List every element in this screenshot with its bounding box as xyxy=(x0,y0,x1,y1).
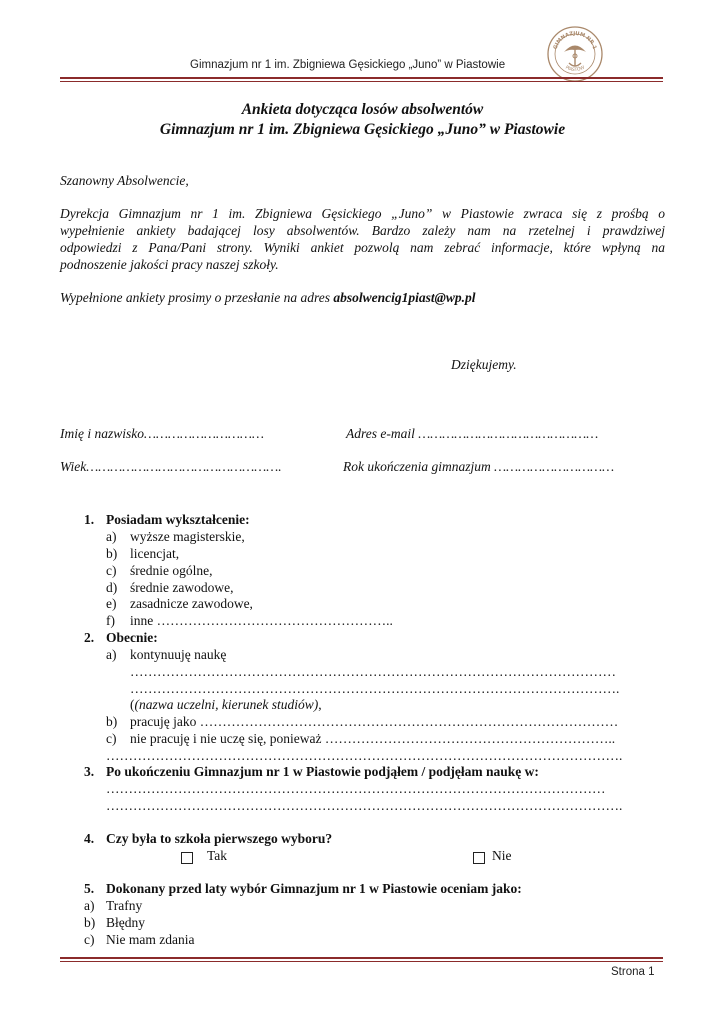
q5-option-a[interactable]: Trafny xyxy=(106,898,143,913)
page-header-title: Gimnazjum nr 1 im. Zbigniewa Gęsickiego „Juno” w Piastowie xyxy=(190,59,506,71)
q5-option-c[interactable]: Nie mam zdania xyxy=(106,932,195,947)
document-title-line2: Gimnazjum nr 1 im. Zbigniewa Gęsickiego „Juno” w Piastowie xyxy=(159,121,566,138)
q1-text: Posiadam wykształcenie: xyxy=(106,512,250,527)
q1-option-d-letter: d) xyxy=(106,580,118,595)
page-number: Strona 1 xyxy=(611,966,655,978)
name-field[interactable]: Imię i nazwisko………………………… xyxy=(60,426,265,441)
q3-text: Po ukończeniu Gimnazjum nr 1 w Piastowie podjąłem / podjęłam naukę w: xyxy=(106,764,539,779)
q5-option-a-letter: a) xyxy=(84,898,95,913)
q2-option-c[interactable]: nie pracuję i nie uczę się, ponieważ ……………………………………………………….. xyxy=(130,731,616,746)
send-text: Wypełnione ankiety prosimy o przesłanie na adres xyxy=(60,290,334,305)
q2-text: Obecnie: xyxy=(106,630,158,645)
footer-rule xyxy=(60,957,663,959)
q2-hint-text: (nazwa uczelni, kierunek studiów) xyxy=(134,697,319,712)
q4-text: Czy była to szkoła pierwszego wyboru? xyxy=(106,831,333,846)
q1-option-a-letter: a) xyxy=(106,529,117,544)
footer-rule-thin xyxy=(60,961,663,962)
q1-option-b[interactable]: licencjat, xyxy=(130,546,180,561)
q3-answer-line-1[interactable]: ………………………………………………………………………………………………… xyxy=(106,781,606,796)
school-logo xyxy=(546,25,604,83)
q1-option-e[interactable]: zasadnicze zawodowe, xyxy=(130,596,253,611)
q2-option-c-letter: c) xyxy=(106,731,117,746)
q5-option-c-letter: c) xyxy=(84,932,95,947)
send-instruction xyxy=(60,290,475,306)
q1-option-e-letter: e) xyxy=(106,596,117,611)
age-field[interactable]: Wiek…………………………………………. xyxy=(60,459,282,474)
q3-answer-line-2[interactable]: ……………………………………………………………………………………………………. xyxy=(106,798,623,813)
q4-yes-checkbox[interactable] xyxy=(181,852,193,864)
q4-no-label: Nie xyxy=(492,848,512,863)
q2-c-answer-line[interactable]: ……………………………………………………………………………………………………. xyxy=(106,748,623,763)
q2-number: 2. xyxy=(84,630,95,645)
q2-option-b[interactable]: pracuję jako ………………………………………………………………………………… xyxy=(130,714,619,729)
q5-text: Dokonany przed laty wybór Gimnazjum nr 1 w Piastowie oceniam jako: xyxy=(106,881,522,896)
thanks-text: Dziękujemy. xyxy=(451,357,517,372)
q5-option-b[interactable]: Błędny xyxy=(106,915,145,930)
q5-option-b-letter: b) xyxy=(84,915,96,930)
q2-option-b-letter: b) xyxy=(106,714,118,729)
q1-option-f-letter: f) xyxy=(106,613,115,628)
q1-number: 1. xyxy=(84,512,95,527)
document-title-line1: Ankieta dotycząca losów absolwentów xyxy=(241,101,484,118)
logo-text-bottom: PIASTÓW xyxy=(564,65,586,74)
email-field[interactable]: Adres e-mail ……………………………………… xyxy=(346,426,599,441)
q2-a-answer-line-2[interactable]: ………………………………………………………………………………………………. xyxy=(130,681,620,696)
q1-option-a[interactable]: wyższe magisterskie, xyxy=(130,529,245,544)
q2-hint: ((nazwa uczelni, kierunek studiów), xyxy=(130,697,322,712)
intro-line-3: odpowiedzi z Pana/Pani strony. Wyniki ankiet pozwolą nam zebrać informacje, które wpłyną na xyxy=(60,240,665,255)
header-rule xyxy=(60,77,663,79)
graduation-year-field[interactable]: Rok ukończenia gimnazjum ………………………… xyxy=(343,459,615,474)
header-rule-thin xyxy=(60,81,663,82)
intro-line-4: podnoszenie jakości pracy naszej szkoły. xyxy=(60,257,279,272)
q1-option-d[interactable]: średnie zawodowe, xyxy=(130,580,234,595)
q3-number: 3. xyxy=(84,764,95,779)
q4-no-checkbox[interactable] xyxy=(473,852,485,864)
logo-text-top: GIMNAZJUM NR 1 xyxy=(552,30,598,51)
intro-line-2: wypełnienie ankiety badającej losy absolwentów. Bardzo zależy nam na rzetelnej i prawdziwej xyxy=(60,223,665,238)
q4-yes-label: Tak xyxy=(207,848,228,863)
intro-paragraph xyxy=(60,205,665,273)
q4-number: 4. xyxy=(84,831,95,846)
greeting: Szanowny Absolwencie, xyxy=(60,173,189,188)
q5-number: 5. xyxy=(84,881,95,896)
intro-line-1: Dyrekcja Gimnazjum nr 1 im. Zbigniewa Gęsickiego „Juno” w Piastowie zwraca się z prośbą o xyxy=(60,206,665,221)
q1-option-b-letter: b) xyxy=(106,546,118,561)
q2-option-a-letter: a) xyxy=(106,647,117,662)
q2-option-a[interactable]: kontynuuję naukę xyxy=(130,647,227,662)
q1-option-c[interactable]: średnie ogólne, xyxy=(130,563,213,578)
q1-option-c-letter: c) xyxy=(106,563,117,578)
q1-option-f[interactable]: inne …………………………………………….. xyxy=(130,613,393,628)
contact-email[interactable]: absolwencig1piast@wp.pl xyxy=(333,290,476,305)
q2-a-answer-line-1[interactable]: ……………………………………………………………………………………………… xyxy=(130,664,616,679)
